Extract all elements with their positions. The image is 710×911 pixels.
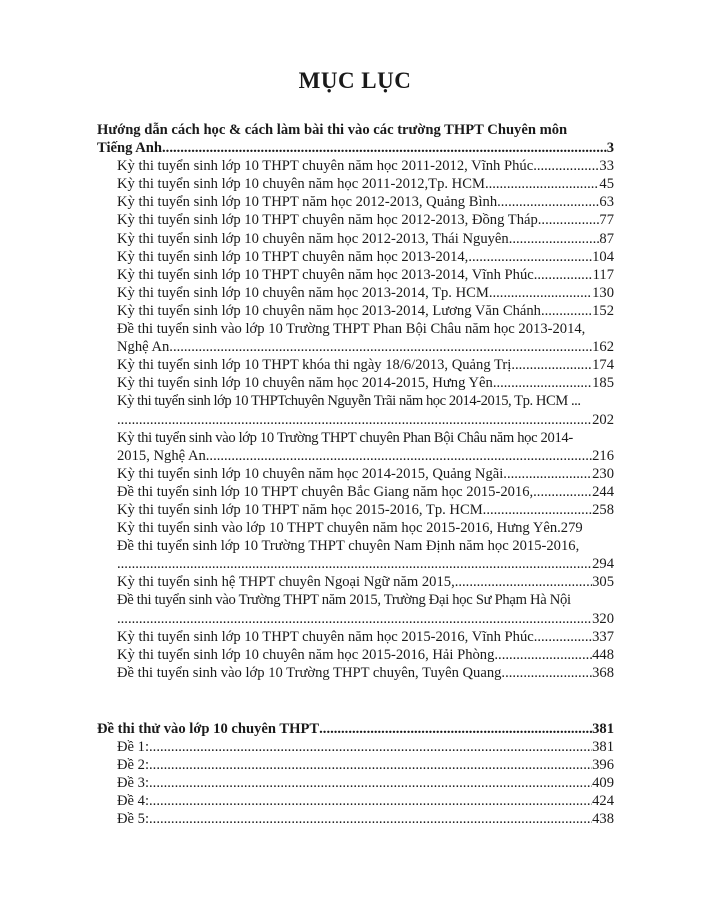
page-number: 45	[599, 176, 614, 193]
toc-entry-line1[interactable]: Kỳ thi tuyển sinh lớp 10 THPTchuyên Nguyễn Trãi năm học 2014-2015, Tp. HCM ...	[117, 393, 581, 410]
page-number: 448	[592, 646, 614, 663]
entry-title: Kỳ thi tuyển sinh lớp 10 THPT khóa thi ngày 18/6/2013, Quảng Trị	[117, 357, 512, 374]
dot-leader	[493, 374, 592, 392]
dot-leader	[149, 738, 592, 756]
page-number: 152	[592, 302, 614, 319]
dot-leader	[149, 810, 592, 828]
toc-entry[interactable]	[97, 338, 614, 356]
entry-title: Kỳ thi tuyển sinh lớp 10 chuyên năm học 2011-2012,Tp. HCM	[117, 176, 485, 193]
entry-title: Kỳ thi tuyển sinh lớp 10 THPT chuyên năm học 2013-2014, Vĩnh Phúc	[117, 266, 534, 283]
page-number: 381	[592, 739, 614, 756]
page-number: 117	[592, 266, 614, 283]
entry-title: Đề 1:	[117, 739, 150, 756]
entry-title: Kỳ thi tuyển sinh lớp 10 THPT năm học 2015-2016, Tp. HCM	[117, 501, 483, 518]
page-number: 3	[606, 140, 614, 157]
entry-title: Đề thi tuyển sinh lớp 10 THPT chuyên Bắc Giang năm học 2015-2016,	[117, 483, 534, 500]
entry-title: Kỳ thi tuyển sinh lớp 10 THPT chuyên năm học 2012-2013, Đồng Tháp	[117, 212, 538, 229]
toc-entry[interactable]	[97, 519, 614, 537]
dot-leader	[494, 646, 592, 664]
dot-leader	[541, 302, 592, 320]
toc-entry[interactable]	[97, 628, 614, 646]
dot-leader	[117, 555, 592, 573]
entry-title: Kỳ thi tuyển sinh lớp 10 THPT chuyên năm học 2011-2012, Vĩnh Phúc	[117, 158, 534, 175]
dot-leader	[533, 483, 592, 501]
toc-entry-line1[interactable]: Đề thi tuyển sinh lớp 10 Trường THPT chuyên Nam Định năm học 2015-2016,	[117, 538, 580, 555]
entry-title: Kỳ thi tuyển sinh lớp 10 chuyên năm học 2014-2015, Quảng Ngãi	[117, 465, 504, 482]
page-number: .279	[557, 520, 583, 537]
toc-entry[interactable]	[97, 411, 614, 429]
page-number: 294	[592, 556, 614, 573]
toc-entry[interactable]	[97, 646, 614, 664]
entry-title: Kỳ thi tuyển sinh lớp 10 THPT chuyên năm học 2015-2016, Vĩnh Phúc	[117, 628, 534, 645]
page-number: 305	[592, 574, 614, 591]
page-number: 216	[592, 447, 614, 464]
toc-entry[interactable]	[97, 555, 614, 573]
page-number: 77	[599, 212, 614, 229]
toc-entry-line1[interactable]: Đề thi tuyển sinh vào Trường THPT năm 2015, Trường Đại học Sư Phạm Hà Nội	[117, 592, 571, 609]
dot-leader	[162, 139, 607, 157]
entry-title: Đề 2:	[117, 757, 150, 774]
dot-leader	[149, 792, 592, 810]
toc-entry-line1[interactable]: Đề thi tuyển sinh vào lớp 10 Trường THPT Phan Bội Châu năm học 2013-2014,	[117, 321, 586, 338]
page-number: 174	[592, 357, 614, 374]
entry-title: Đề thi tuyển sinh vào lớp 10 Trường THPT chuyên, Tuyên Quang	[117, 664, 502, 681]
entry-title: Đề thi thử vào lớp 10 chuyên THPT	[97, 721, 320, 737]
toc-entry[interactable]	[97, 483, 614, 501]
toc-entry[interactable]	[97, 447, 614, 465]
dot-leader	[509, 230, 600, 248]
toc-entry[interactable]	[97, 610, 614, 628]
page-number: 424	[592, 793, 614, 810]
page-number: 33	[599, 158, 614, 175]
toc-entry[interactable]	[97, 374, 614, 392]
entry-title: Đề 4:	[117, 793, 150, 810]
toc-entry[interactable]	[97, 248, 614, 266]
toc-entry[interactable]	[97, 266, 614, 284]
dot-leader	[503, 465, 592, 483]
page-number: 104	[592, 248, 614, 265]
entry-title: Đề 3:	[117, 775, 150, 792]
entry-title: Kỳ thi tuyển sinh lớp 10 chuyên năm học 2013-2014, Tp. HCM	[117, 284, 489, 301]
toc-entry[interactable]	[97, 465, 614, 483]
entry-title: Kỳ thi tuyển sinh lớp 10 chuyên năm học 2013-2014, Lương Văn Chánh	[117, 302, 541, 319]
entry-title: 2015, Nghệ An	[117, 447, 206, 464]
toc-entry[interactable]	[97, 302, 614, 320]
toc-entry[interactable]	[97, 792, 614, 810]
toc-entry[interactable]	[97, 230, 614, 248]
toc-entry[interactable]	[97, 284, 614, 302]
page-number: 185	[592, 375, 614, 392]
dot-leader	[468, 248, 592, 266]
dot-leader	[149, 774, 592, 792]
toc-entry[interactable]	[97, 664, 614, 682]
entry-title: Kỳ thi tuyển sinh lớp 10 chuyên năm học 2012-2013, Thái Nguyên	[117, 230, 509, 247]
entry-title: Nghệ An	[117, 339, 170, 356]
page-number: 230	[592, 465, 614, 482]
entry-title: Kỳ thi tuyển sinh vào lớp 10 THPT chuyên năm học 2015-2016, Hưng Yên	[117, 520, 558, 537]
toc-entry[interactable]	[97, 193, 614, 211]
page-number: 396	[592, 757, 614, 774]
toc-entry[interactable]	[97, 756, 614, 774]
toc-entry-line1[interactable]: Kỳ thi tuyển sinh vào lớp 10 Trường THPT chuyên Phan Bội Châu năm học 2014-	[117, 429, 573, 446]
page-number: 202	[592, 411, 614, 428]
toc-entry[interactable]	[97, 738, 614, 756]
dot-leader	[497, 193, 599, 211]
dot-leader	[534, 628, 592, 646]
toc-entry[interactable]	[97, 573, 614, 591]
toc-heading-entry[interactable]	[97, 139, 614, 157]
dot-leader	[117, 610, 592, 628]
dot-leader	[485, 175, 599, 193]
dot-leader	[511, 356, 592, 374]
page-number: 63	[599, 194, 614, 211]
page-number: 381	[592, 721, 614, 737]
page-number: 87	[599, 230, 614, 247]
page-number: 438	[592, 811, 614, 828]
dot-leader	[533, 157, 599, 175]
toc-entry[interactable]	[97, 211, 614, 229]
dot-leader	[117, 411, 592, 429]
dot-leader	[455, 573, 592, 591]
page-number: 244	[592, 483, 614, 500]
dot-leader	[489, 284, 592, 302]
dot-leader	[538, 211, 600, 229]
page-number: 162	[592, 339, 614, 356]
dot-leader	[501, 664, 592, 682]
toc-entry[interactable]	[97, 175, 614, 193]
page-number: 130	[592, 284, 614, 301]
page-number: 337	[592, 628, 614, 645]
toc-heading-entry[interactable]	[97, 720, 614, 738]
toc-heading-line2: Tiếng Anh	[97, 140, 163, 157]
page-number: 320	[592, 610, 614, 627]
toc-section-practice	[97, 720, 614, 829]
toc-entry[interactable]	[97, 356, 614, 374]
page-title: MỤC LỤC	[298, 68, 412, 93]
toc-entry[interactable]	[97, 157, 614, 175]
page-number: 409	[592, 775, 614, 792]
toc-entry[interactable]	[97, 810, 614, 828]
toc-section-guide	[97, 121, 614, 682]
entry-title: Kỳ thi tuyển sinh lớp 10 chuyên năm học 2014-2015, Hưng Yên	[117, 375, 493, 392]
dot-leader	[319, 720, 592, 738]
toc-heading-line1[interactable]: Hướng dẫn cách học & cách làm bài thi vào các trường THPT Chuyên môn	[97, 122, 568, 138]
dot-leader	[169, 338, 592, 356]
page-number: 258	[592, 501, 614, 518]
toc-entry[interactable]	[97, 774, 614, 792]
entry-title: Kỳ thi tuyển sinh lớp 10 THPT chuyên năm học 2013-2014,	[117, 248, 469, 265]
dot-leader	[483, 501, 592, 519]
toc-entry[interactable]	[97, 501, 614, 519]
dot-leader	[206, 447, 592, 465]
entry-title: Kỳ thi tuyển sinh lớp 10 chuyên năm học 2015-2016, Hải Phòng	[117, 646, 495, 663]
entry-title: Kỳ thi tuyển sinh hệ THPT chuyên Ngoại Ngữ năm 2015,	[117, 574, 455, 591]
dot-leader	[149, 756, 592, 774]
entry-title: Kỳ thi tuyển sinh lớp 10 THPT năm học 2012-2013, Quảng Bình	[117, 194, 498, 211]
page-number: 368	[592, 664, 614, 681]
entry-title: Đề 5:	[117, 811, 150, 828]
dot-leader	[534, 266, 593, 284]
